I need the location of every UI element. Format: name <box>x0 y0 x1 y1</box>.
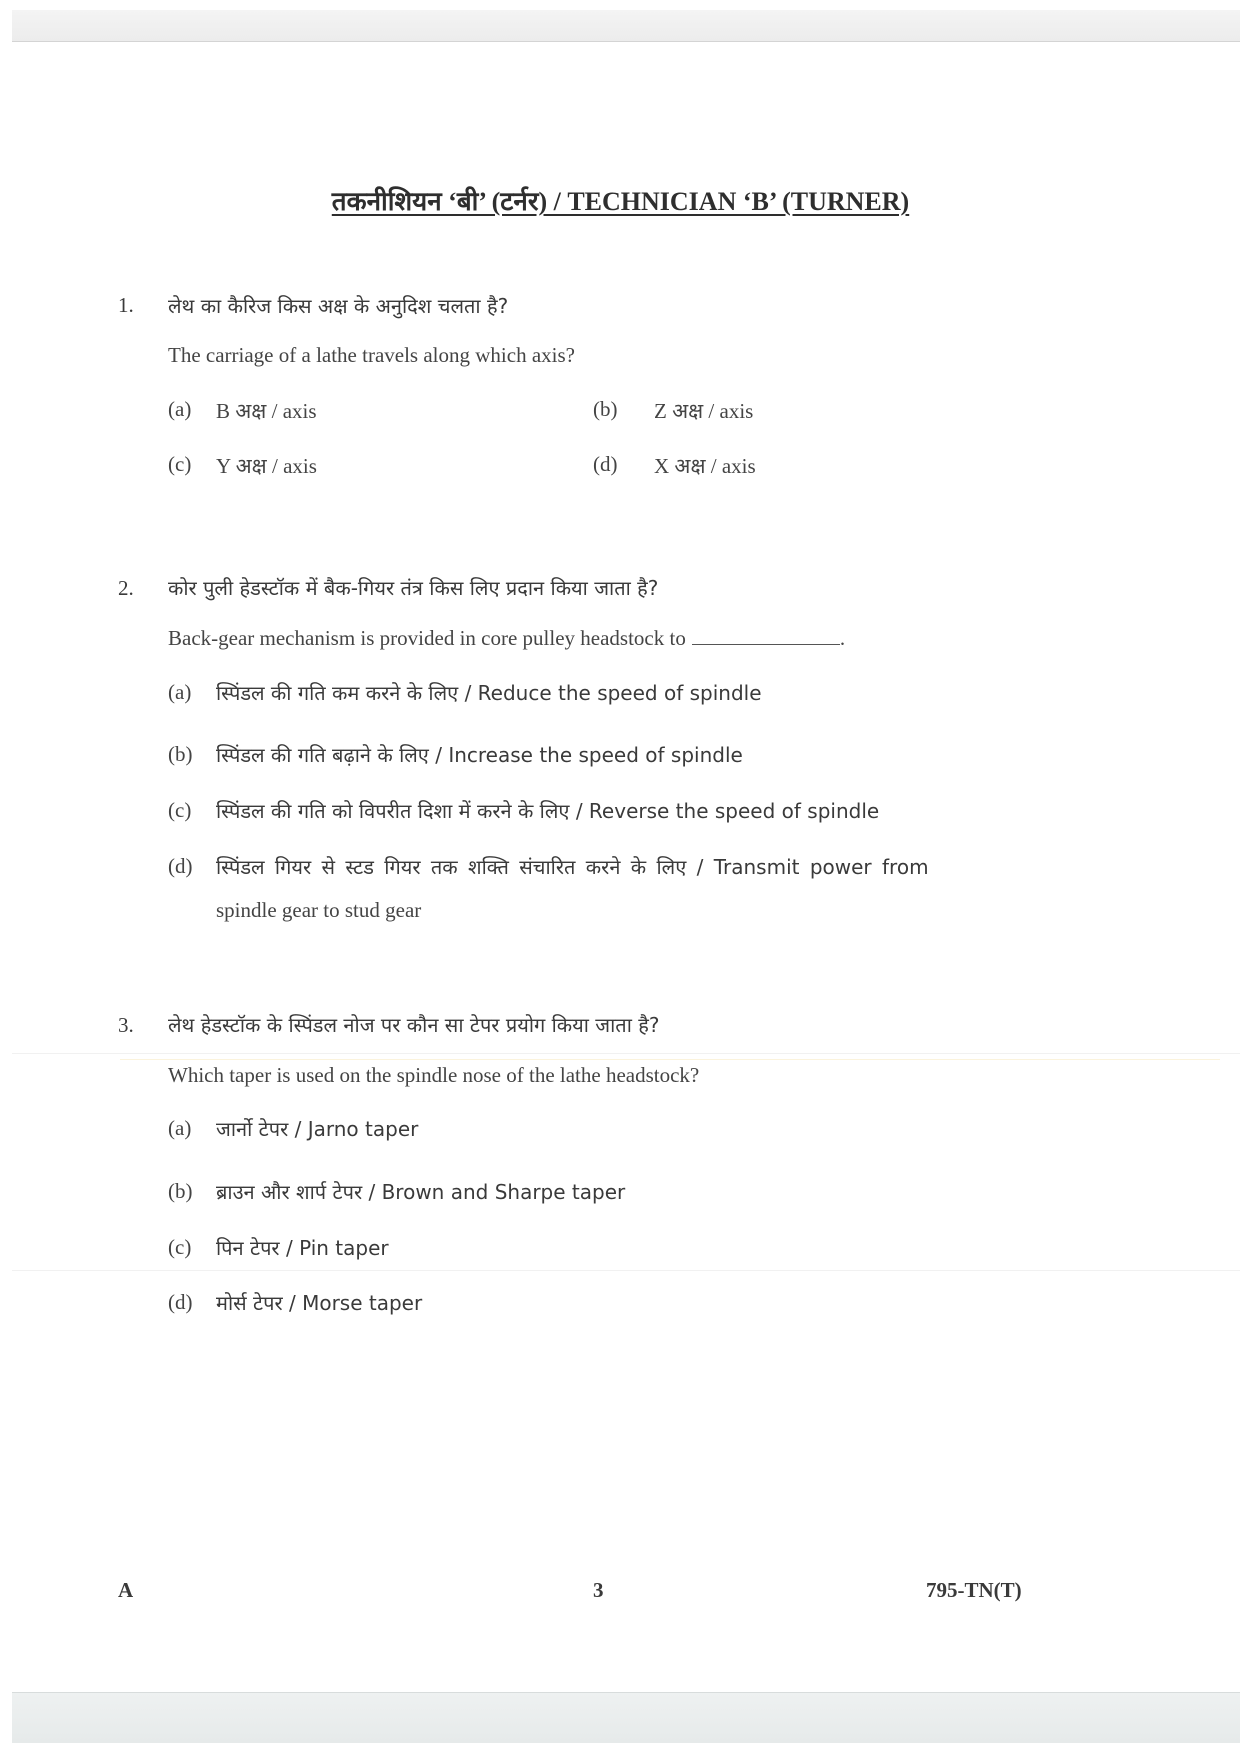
series-code: A <box>118 1578 134 1602</box>
option-text: पिन टेपर / Pin taper <box>216 1236 389 1260</box>
sentence-end: . <box>839 626 846 650</box>
option-text: स्पिंडल की गति को विपरीत दिशा में करने के लिए / Reverse the speed of spindle <box>216 799 880 823</box>
option-text-continued: spindle gear to stud gear <box>216 898 422 922</box>
page-number: 3 <box>593 1578 604 1602</box>
scan-artifact-line <box>12 1270 1240 1271</box>
question-text-english: Which taper is used on the spindle nose of the lathe headstock? <box>168 1063 700 1087</box>
option-text: X अक्ष / axis <box>654 454 756 478</box>
option-text: Y अक्ष / axis <box>216 454 317 478</box>
option-label: (d) <box>168 854 193 878</box>
option-text: ब्राउन और शार्प टेपर / Brown and Sharpe taper <box>216 1180 626 1204</box>
option-label: (b) <box>168 742 193 766</box>
question-number: 1. <box>118 293 134 317</box>
option-text: जार्नो टेपर / Jarno taper <box>216 1117 419 1141</box>
option-label: (a) <box>168 397 192 421</box>
option-label: (a) <box>168 1116 192 1140</box>
question-text-english-main: Back-gear mechanism is provided in core pulley headstock to <box>168 626 686 650</box>
option-text: B अक्ष / axis <box>216 399 317 423</box>
option-text: स्पिंडल की गति कम करने के लिए / Reduce the speed of spindle <box>216 681 762 705</box>
option-label: (d) <box>168 1290 193 1314</box>
question-text-english <box>168 626 845 651</box>
option-label: (c) <box>168 452 192 476</box>
scan-edge-bottom <box>12 1692 1240 1743</box>
paper-code: 795-TN(T) <box>926 1578 1022 1602</box>
option-label: (c) <box>168 1235 192 1259</box>
question-text-hindi: लेथ का कैरिज किस अक्ष के अनुदिश चलता है? <box>168 294 509 318</box>
option-text: स्पिंडल की गति बढ़ाने के लिए / Increase the speed of spindle <box>216 743 743 767</box>
option-label: (c) <box>168 798 192 822</box>
option-label: (b) <box>593 397 618 421</box>
option-text: मोर्स टेपर / Morse taper <box>216 1291 423 1315</box>
page-title: तकनीशियन ‘बी’ (टर्नर) / TECHNICIAN ‘B’ (TURNER) <box>331 187 910 216</box>
scan-artifact-line <box>120 1059 1220 1060</box>
question-number: 2. <box>118 576 134 600</box>
question-text-hindi: कोर पुली हेडस्टॉक में बैक-गियर तंत्र किस लिए प्रदान किया जाता है? <box>168 576 659 600</box>
option-label: (b) <box>168 1179 193 1203</box>
option-text: Z अक्ष / axis <box>654 399 754 423</box>
question-number: 3. <box>118 1013 134 1037</box>
question-text-english: The carriage of a lathe travels along which axis? <box>168 343 575 367</box>
option-label: (d) <box>593 452 618 476</box>
scan-artifact-line <box>12 1053 1240 1054</box>
question-text-hindi: लेथ हेडस्टॉक के स्पिंडल नोज पर कौन सा टेपर प्रयोग किया जाता है? <box>168 1013 660 1037</box>
option-text: स्पिंडल गियर से स्टड गियर तक शक्ति संचारित करने के लिए / Transmit power from <box>216 855 929 879</box>
scan-edge-top <box>12 10 1240 42</box>
option-label: (a) <box>168 680 192 704</box>
fill-in-blank <box>692 628 840 645</box>
